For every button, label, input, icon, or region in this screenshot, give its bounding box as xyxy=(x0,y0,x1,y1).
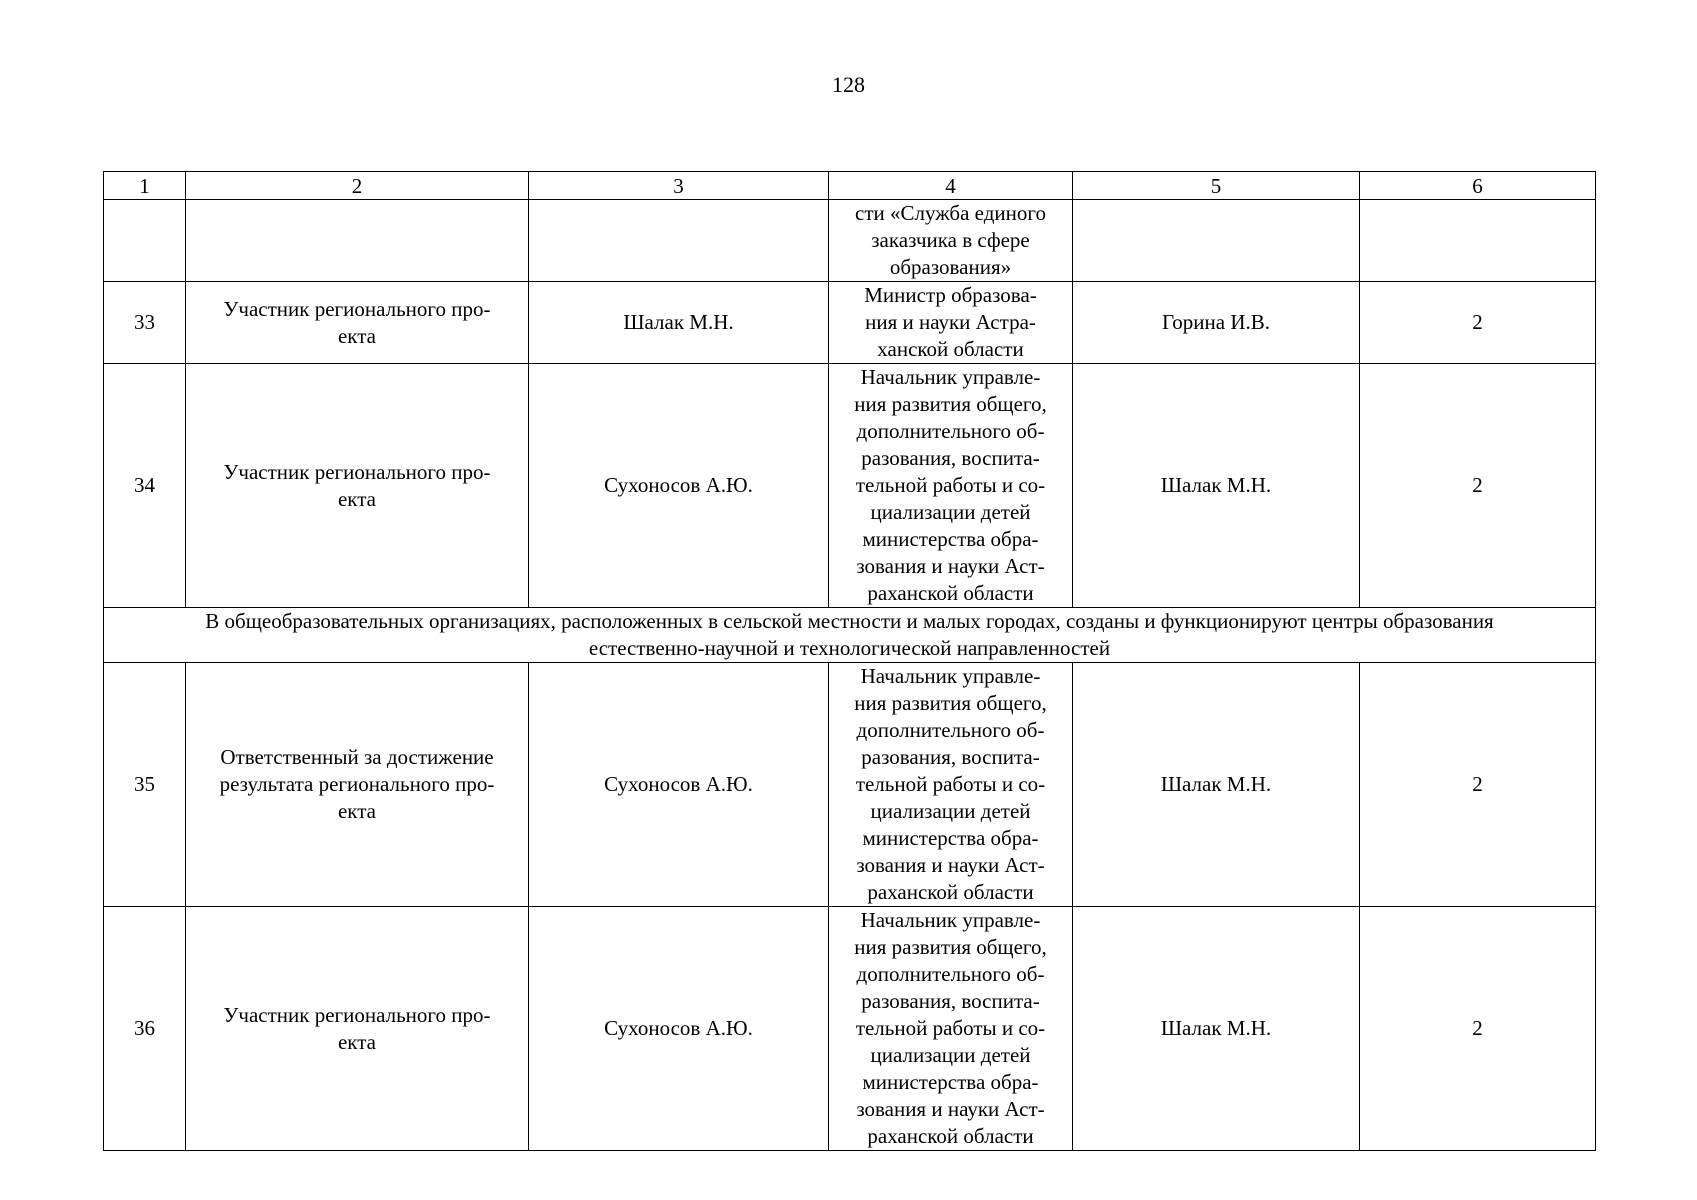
table-row xyxy=(104,364,1596,608)
role-line: Участник регионального про- xyxy=(223,459,491,484)
role-line: Ответственный за достижение xyxy=(220,745,494,769)
position-line: ханской области xyxy=(877,337,1024,361)
value-cell xyxy=(1360,200,1596,282)
position-line: тельной работы и со- xyxy=(855,772,1046,796)
position-line: Начальник управле- xyxy=(860,365,1041,389)
responsibility-table xyxy=(103,171,1596,1151)
position-line: ния и науки Астра- xyxy=(865,310,1036,334)
column-number: 2 xyxy=(186,172,529,200)
position-line: циализации детей xyxy=(870,1043,1031,1067)
position-line: раханской области xyxy=(867,880,1034,904)
supervisor-cell: Шалак М.Н. xyxy=(1073,364,1360,608)
position-line: раханской области xyxy=(867,1124,1034,1148)
supervisor-cell xyxy=(1073,200,1360,282)
position-cell xyxy=(829,663,1073,907)
value-cell: 2 xyxy=(1360,364,1596,608)
row-number-cell: 36 xyxy=(104,907,186,1151)
position-cell xyxy=(829,282,1073,364)
position-line: министерства обра- xyxy=(862,527,1039,551)
person-cell: Шалак М.Н. xyxy=(529,282,829,364)
position-line: раханской области xyxy=(867,581,1034,605)
person-cell: Сухоносов А.Ю. xyxy=(529,907,829,1151)
row-number-cell xyxy=(104,200,186,282)
position-line: заказчика в сфере xyxy=(871,228,1030,252)
value-cell: 2 xyxy=(1360,663,1596,907)
position-line: Начальник управле- xyxy=(860,908,1041,932)
position-line: разования, воспита- xyxy=(861,745,1040,769)
column-number: 3 xyxy=(529,172,829,200)
table-row xyxy=(104,907,1596,1151)
position-line: ния развития общего, xyxy=(854,392,1047,416)
section-heading-line: В общеобразовательных организациях, расположенных в сельской местности и малых городах, созданы и функционируют центры образования xyxy=(205,609,1494,633)
table-row xyxy=(104,663,1596,907)
column-number: 6 xyxy=(1360,172,1596,200)
supervisor-cell: Горина И.В. xyxy=(1073,282,1360,364)
section-heading-row xyxy=(104,608,1596,663)
supervisor-cell: Шалак М.Н. xyxy=(1073,907,1360,1151)
page-number: 128 xyxy=(832,72,865,97)
position-line: зования и науки Аст- xyxy=(856,1097,1045,1121)
column-number: 4 xyxy=(829,172,1073,200)
person-cell xyxy=(529,200,829,282)
role-cell xyxy=(186,364,529,608)
role-line: екта xyxy=(337,486,376,511)
position-line: ния развития общего, xyxy=(854,935,1047,959)
role-line: Участник регионального про- xyxy=(223,1002,491,1027)
position-line: министерства обра- xyxy=(862,1070,1039,1094)
row-number-cell: 33 xyxy=(104,282,186,364)
row-number-cell: 34 xyxy=(104,364,186,608)
position-line: сти «Служба единого xyxy=(855,201,1046,225)
position-line: зования и науки Аст- xyxy=(856,853,1045,877)
position-line: циализации детей xyxy=(870,799,1031,823)
column-number: 1 xyxy=(104,172,186,200)
value-cell: 2 xyxy=(1360,907,1596,1151)
role-line: екта xyxy=(337,323,376,348)
row-number-cell: 35 xyxy=(104,663,186,907)
position-line: разования, воспита- xyxy=(861,989,1040,1013)
section-heading-line: естественно-научной и технологической направленностей xyxy=(588,636,1111,660)
position-line: циализации детей xyxy=(870,500,1031,524)
position-line: дополнительного об- xyxy=(856,962,1045,986)
position-line: образования» xyxy=(889,255,1012,279)
role-cell xyxy=(186,907,529,1151)
value-cell: 2 xyxy=(1360,282,1596,364)
person-cell: Сухоносов А.Ю. xyxy=(529,364,829,608)
role-cell xyxy=(186,282,529,364)
position-line: ния развития общего, xyxy=(854,691,1047,715)
position-cell xyxy=(829,200,1073,282)
role-line: результата регионального про- xyxy=(219,772,495,796)
table-row-continued xyxy=(104,200,1596,282)
position-cell xyxy=(829,907,1073,1151)
position-line: Начальник управле- xyxy=(860,664,1041,688)
position-line: Министр образова- xyxy=(864,283,1037,307)
position-line: тельной работы и со- xyxy=(855,473,1046,497)
role-cell xyxy=(186,663,529,907)
position-cell xyxy=(829,364,1073,608)
position-line: зования и науки Аст- xyxy=(856,554,1045,578)
role-line: екта xyxy=(337,1029,376,1054)
column-number: 5 xyxy=(1073,172,1360,200)
position-line: разования, воспита- xyxy=(861,446,1040,470)
position-line: тельной работы и со- xyxy=(855,1016,1046,1040)
person-cell: Сухоносов А.Ю. xyxy=(529,663,829,907)
position-line: дополнительного об- xyxy=(856,718,1045,742)
role-cell xyxy=(186,200,529,282)
role-line: Участник регионального про- xyxy=(223,296,491,321)
column-number-row xyxy=(104,172,1596,200)
position-line: министерства обра- xyxy=(862,826,1039,850)
position-line: дополнительного об- xyxy=(856,419,1045,443)
role-line: екта xyxy=(337,799,376,823)
table-row xyxy=(104,282,1596,364)
supervisor-cell: Шалак М.Н. xyxy=(1073,663,1360,907)
section-heading xyxy=(104,608,1596,663)
